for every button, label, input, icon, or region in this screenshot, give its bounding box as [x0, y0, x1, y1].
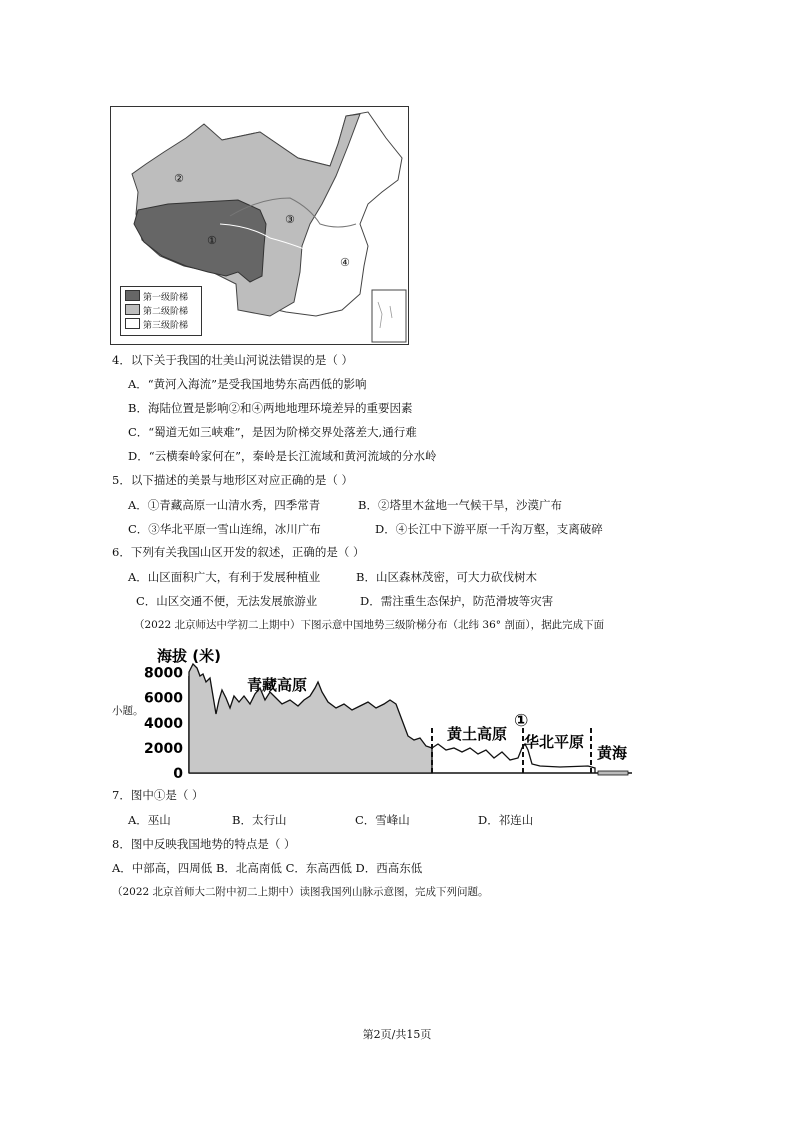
question-4-option-a: A．“黄河入海流”是受我国地势东高西低的影响: [128, 377, 367, 391]
question-7-stem: 7．图中①是（ ）: [112, 788, 204, 802]
question-4-option-b: B．海陆位置是影响②和④两地地理环境差异的重要因素: [128, 401, 413, 415]
y-tick-label: 8000: [144, 665, 183, 682]
y-tick-label: 2000: [144, 740, 183, 757]
question-4-option-c: C．“蜀道无如三峡难”，是因为阶梯交界处落差大,通行难: [128, 425, 417, 439]
marker-1: ①: [207, 234, 217, 247]
page-footer: 第2页/共15页: [362, 1028, 432, 1041]
legend-swatch: [125, 290, 140, 301]
question-8-stem: 8．图中反映我国地势的特点是（ ）: [112, 837, 296, 851]
question-6-option-c: C．山区交通不便，无法发展旅游业: [136, 594, 318, 608]
question-7-option-a: A．巫山: [128, 813, 171, 827]
question-6-option-b: B．山区森林茂密，可大力砍伐树木: [356, 570, 537, 584]
question-5-option-a: A．①青藏高原一山清水秀，四季常青: [128, 498, 321, 512]
question-4-option-d: D．“云横秦岭家何在”，秦岭是长江流域和黄河流域的分水岭: [128, 449, 437, 463]
y-tick-label: 0: [173, 766, 183, 782]
chart-ylabel: 海拔 (米): [157, 647, 221, 665]
intro-profile-line1: （2022 北京师达中学初二上期中）下图示意中国地势三级阶梯分布（北纬 36° 剖面），据此完成下面: [134, 619, 605, 631]
label-yellow-sea: 黄海: [597, 744, 628, 762]
y-tick-label: 6000: [144, 690, 183, 707]
legend-item-third-step: 第三级阶梯: [125, 318, 188, 331]
legend-item-first-step: 第一级阶梯: [125, 290, 188, 303]
intro-mountains: （2022 北京首师大二附中初二上期中）读图我国列山脉示意图，完成下列问题。: [112, 886, 489, 898]
marker-circle-1: ①: [514, 711, 529, 731]
question-7-option-b: B．太行山: [232, 813, 287, 827]
sea-area: [598, 771, 628, 775]
elevation-profile-chart: [140, 640, 640, 785]
legend-item-second-step: 第二级阶梯: [125, 304, 188, 317]
question-7-option-d: D．祁连山: [478, 813, 534, 827]
marker-2: ②: [174, 172, 184, 185]
intro-profile-line2: 小题。: [112, 705, 144, 717]
question-5-option-c: C．③华北平原一雪山连绵，冰川广布: [128, 522, 321, 536]
map-legend: [120, 286, 202, 336]
question-6-stem: 6．下列有关我国山区开发的叙述，正确的是（ ）: [112, 545, 365, 559]
label-north-china-plain: 华北平原: [524, 733, 585, 751]
question-5-option-d: D．④长江中下游平原一千沟万壑，支离破碎: [375, 522, 603, 536]
south-china-sea-inset: [372, 290, 406, 342]
label-loess-plateau: 黄土高原: [447, 725, 508, 743]
question-6-option-a: A．山区面积广大，有利于发展种植业: [128, 570, 321, 584]
question-4-stem: 4．以下关于我国的壮美山河说法错误的是（ ）: [112, 353, 353, 367]
label-qinghai-tibet: 青藏高原: [247, 676, 308, 694]
question-5-stem: 5．以下描述的美景与地形区对应正确的是（ ）: [112, 473, 353, 487]
marker-4: ④: [340, 256, 350, 269]
legend-swatch: [125, 304, 140, 315]
question-5-option-b: B．②塔里木盆地一气候干旱，沙漠广布: [358, 498, 562, 512]
y-tick-label: 4000: [144, 715, 183, 732]
question-8-options: A．中部高，四周低 B．北高南低 C．东高西低 D．西高东低: [112, 861, 423, 875]
terrain-profile-area: [189, 664, 432, 773]
question-7-option-c: C．雪峰山: [355, 813, 410, 827]
marker-3: ③: [285, 213, 295, 226]
question-6-option-d: D．需注重生态保护，防范滑坡等灾害: [360, 594, 554, 608]
legend-swatch: [125, 318, 140, 329]
